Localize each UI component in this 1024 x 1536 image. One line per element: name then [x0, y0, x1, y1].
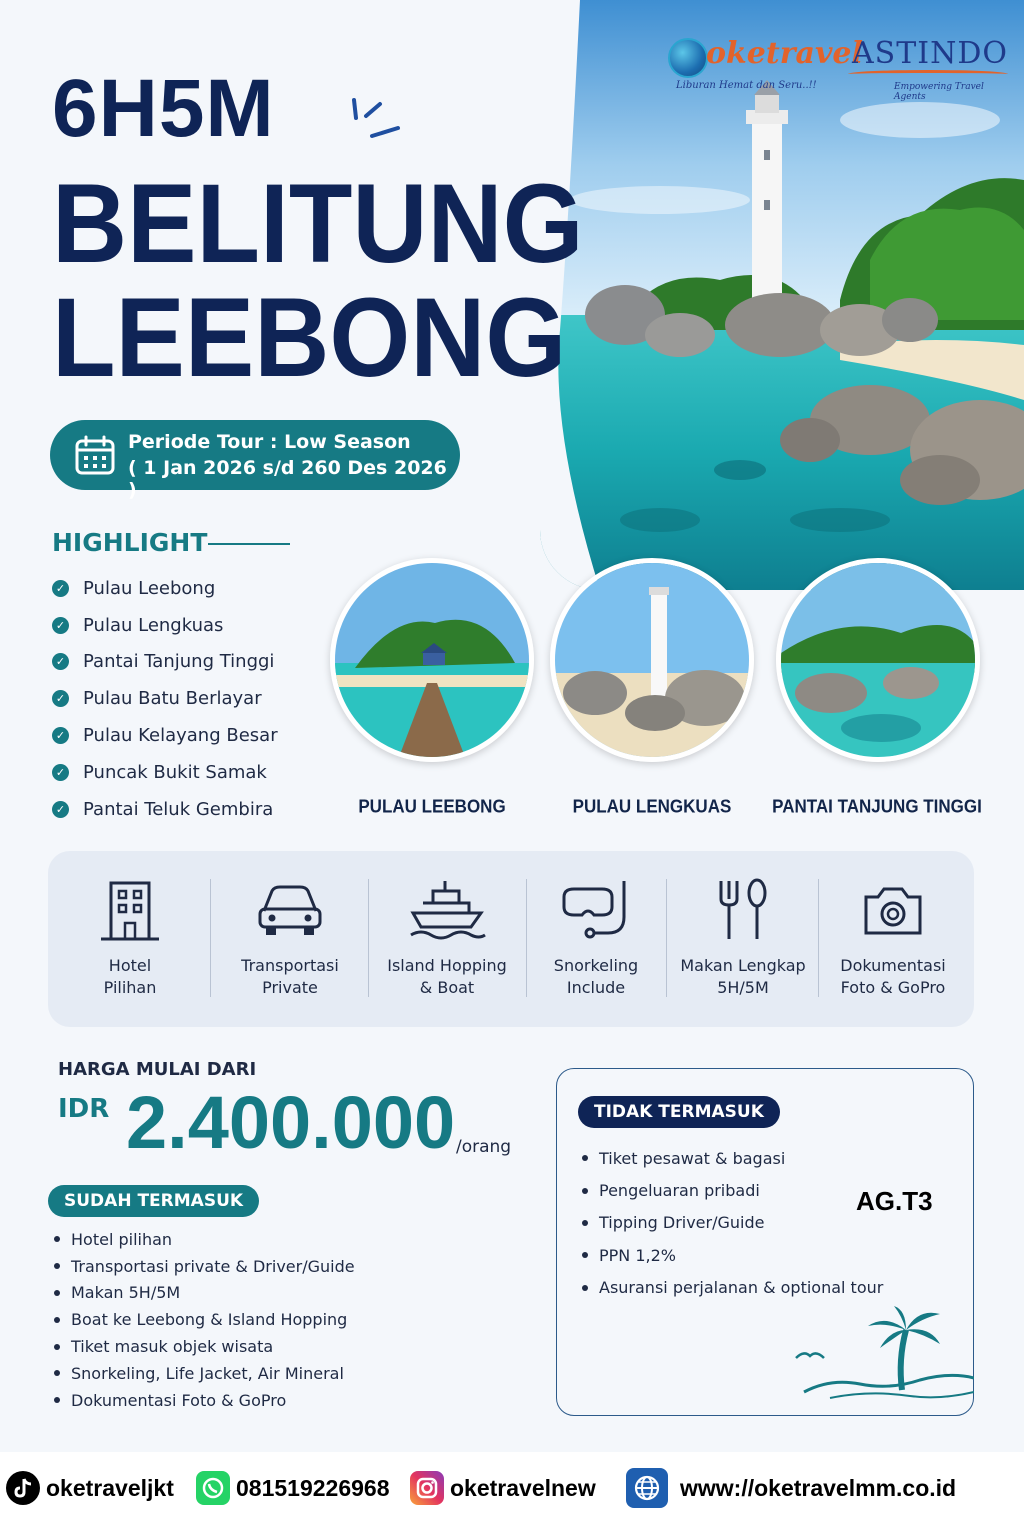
- facility-label: [58, 955, 202, 999]
- period-dates: ( 1 Jan 2026 s/d 260 Des 2026 ): [128, 457, 447, 501]
- list-item: [52, 754, 278, 791]
- list-item: [54, 1306, 355, 1333]
- tiktok-icon: [6, 1471, 40, 1505]
- list-item: [52, 607, 278, 644]
- facility-line1: Island Hopping: [387, 956, 507, 975]
- excluded-list: [582, 1142, 883, 1304]
- included-item: Dokumentasi Foto & GoPro: [71, 1390, 287, 1410]
- facility-hotel: [58, 851, 202, 1027]
- facility-snorkeling: [530, 851, 662, 1027]
- facility-line2: Private: [262, 978, 318, 997]
- check-icon: ✓: [52, 653, 69, 670]
- astindo-logo: [848, 36, 1016, 100]
- instagram-icon: [410, 1471, 444, 1505]
- highlight-item: Pantai Teluk Gembira: [83, 798, 274, 820]
- excluded-heading: TIDAK TERMASUK: [578, 1096, 780, 1128]
- list-item: [582, 1207, 883, 1239]
- facility-line2: & Boat: [419, 978, 475, 997]
- destination-title-line2: LEEBONG: [52, 275, 567, 401]
- excluded-item: Tipping Driver/Guide: [599, 1213, 765, 1233]
- whatsapp-icon: [196, 1471, 230, 1505]
- facility-divider: [666, 879, 667, 997]
- facility-line1: Makan Lengkap: [680, 956, 806, 975]
- astindo-brand-name: ASTINDO: [852, 36, 1008, 71]
- included-list: [54, 1226, 355, 1414]
- facility-line2: Include: [566, 978, 626, 997]
- check-icon: ✓: [52, 617, 69, 634]
- facility-line1: Transportasi: [241, 956, 339, 975]
- whatsapp-number: 081519226968: [236, 1474, 390, 1501]
- list-item: [582, 1142, 883, 1174]
- facility-meals: [672, 851, 814, 1027]
- bullet-icon: [582, 1252, 588, 1258]
- highlight-item: Pulau Batu Berlayar: [83, 688, 262, 710]
- photo-pulau-leebong: [330, 558, 534, 762]
- excluded-item: Pengeluaran pribadi: [599, 1181, 760, 1201]
- check-icon: ✓: [52, 690, 69, 707]
- included-item: Transportasi private & Driver/Guide: [71, 1256, 355, 1276]
- oketravel-tagline: Liburan Hemat dan Seru..!!: [676, 80, 817, 91]
- destination-title-line1: BELITUNG: [52, 161, 584, 287]
- list-item: [54, 1333, 355, 1360]
- photo-pantai-tanjung-tinggi: [776, 558, 980, 762]
- calendar-icon: [74, 434, 116, 476]
- tiktok-handle: oketraveljkt: [46, 1474, 174, 1501]
- list-item: [54, 1387, 355, 1414]
- facility-divider: [368, 879, 369, 997]
- bullet-icon: [582, 1188, 588, 1194]
- facility-label: [530, 955, 662, 999]
- list-item: [54, 1360, 355, 1387]
- facility-line2: Pilihan: [103, 978, 157, 997]
- bullet-icon: [54, 1370, 60, 1376]
- price-amount: 2.400.000: [126, 1081, 456, 1164]
- bullet-icon: [582, 1220, 588, 1226]
- facility-label: [824, 955, 962, 999]
- excluded-item: Asuransi perjalanan & optional tour: [599, 1278, 884, 1298]
- facility-island-hopping: [374, 851, 520, 1027]
- price-currency: IDR: [58, 1094, 110, 1124]
- price-label: HARGA MULAI DARI: [58, 1059, 257, 1080]
- included-item: Tiket masuk objek wisata: [71, 1337, 274, 1357]
- included-item: Hotel pilihan: [71, 1229, 173, 1249]
- facility-label: [216, 955, 364, 999]
- excluded-item: PPN 1,2%: [599, 1245, 676, 1265]
- facility-line1: Snorkeling: [553, 956, 639, 975]
- highlight-list: [52, 570, 278, 828]
- facility-line1: Dokumentasi: [840, 956, 946, 975]
- bullet-icon: [54, 1317, 60, 1323]
- photo-pulau-lengkuas: [550, 558, 754, 762]
- palm-tree-icon: [790, 1300, 974, 1400]
- bullet-icon: [54, 1236, 60, 1242]
- boat-icon: [407, 877, 487, 943]
- excluded-item: Tiket pesawat & bagasi: [599, 1148, 786, 1168]
- oketravel-logo: [668, 34, 863, 98]
- bullet-icon: [54, 1344, 60, 1350]
- instagram-contact[interactable]: [410, 1468, 596, 1508]
- photo-label: PULAU LEEBONG: [358, 796, 506, 817]
- snorkel-icon: [558, 877, 634, 943]
- facility-transport: [216, 851, 364, 1027]
- check-icon: ✓: [52, 580, 69, 597]
- tour-duration-title: 6H5M: [52, 63, 275, 154]
- bullet-icon: [54, 1290, 60, 1296]
- website-contact[interactable]: [626, 1468, 956, 1508]
- website-url: www://oketravelmm.co.id: [680, 1474, 957, 1501]
- included-heading: SUDAH TERMASUK: [48, 1185, 259, 1217]
- bullet-icon: [54, 1397, 60, 1403]
- check-icon: ✓: [52, 801, 69, 818]
- camera-icon: [860, 877, 926, 943]
- instagram-handle: oketravelnew: [450, 1474, 596, 1501]
- highlight-divider: [208, 543, 290, 545]
- facility-divider: [818, 879, 819, 997]
- list-item: [52, 717, 278, 754]
- facility-line1: Hotel: [108, 956, 152, 975]
- facility-label: [374, 955, 520, 999]
- facility-documentation: [824, 851, 962, 1027]
- period-label: Periode Tour : Low Season: [128, 431, 411, 453]
- list-item: [52, 570, 278, 607]
- highlight-item: Puncak Bukit Samak: [83, 761, 267, 783]
- car-icon: [254, 877, 326, 943]
- whatsapp-contact[interactable]: [196, 1468, 390, 1508]
- globe-icon: [668, 38, 708, 78]
- facility-line2: 5H/5M: [717, 978, 769, 997]
- check-icon: ✓: [52, 727, 69, 744]
- period-badge: [50, 420, 460, 501]
- included-item: Makan 5H/5M: [71, 1283, 181, 1303]
- list-item: [54, 1280, 355, 1307]
- facilities-panel: [48, 851, 974, 1027]
- hotel-icon: [97, 877, 163, 943]
- included-item: Snorkeling, Life Jacket, Air Mineral: [71, 1363, 344, 1383]
- facility-divider: [526, 879, 527, 997]
- oketravel-brand-name: oketravel: [706, 36, 863, 71]
- fork-spoon-icon: [713, 877, 773, 943]
- photo-label: PANTAI TANJUNG TINGGI: [772, 796, 982, 817]
- contact-footer: [0, 1452, 1024, 1536]
- list-item: [582, 1174, 883, 1206]
- list-item: [52, 791, 278, 828]
- facility-label: [672, 955, 814, 999]
- bullet-icon: [582, 1285, 588, 1291]
- highlight-item: Pulau Kelayang Besar: [83, 725, 278, 747]
- highlight-item: Pantai Tanjung Tinggi: [83, 651, 275, 673]
- sparkle-decoration: [346, 92, 406, 142]
- bullet-icon: [582, 1155, 588, 1161]
- check-icon: ✓: [52, 764, 69, 781]
- tiktok-contact[interactable]: [6, 1468, 174, 1508]
- list-item: [52, 680, 278, 717]
- highlight-item: Pulau Lengkuas: [83, 614, 224, 636]
- facility-divider: [210, 879, 211, 997]
- astindo-swoosh: [848, 70, 1008, 78]
- included-item: Boat ke Leebong & Island Hopping: [71, 1310, 348, 1330]
- facility-line2: Foto & GoPro: [840, 978, 946, 997]
- astindo-tagline: Empowering Travel Agents: [894, 82, 984, 102]
- list-item: [582, 1239, 883, 1271]
- globe-icon: [626, 1468, 668, 1508]
- photo-label: PULAU LENGKUAS: [572, 796, 732, 817]
- bullet-icon: [54, 1263, 60, 1269]
- highlight-heading: HIGHLIGHT: [52, 528, 208, 557]
- list-item: [54, 1226, 355, 1253]
- highlight-item: Pulau Leebong: [83, 577, 216, 599]
- list-item: [54, 1253, 355, 1280]
- package-code: AG.T3: [856, 1186, 933, 1216]
- list-item: [52, 644, 278, 681]
- price-unit: /orang: [456, 1137, 512, 1157]
